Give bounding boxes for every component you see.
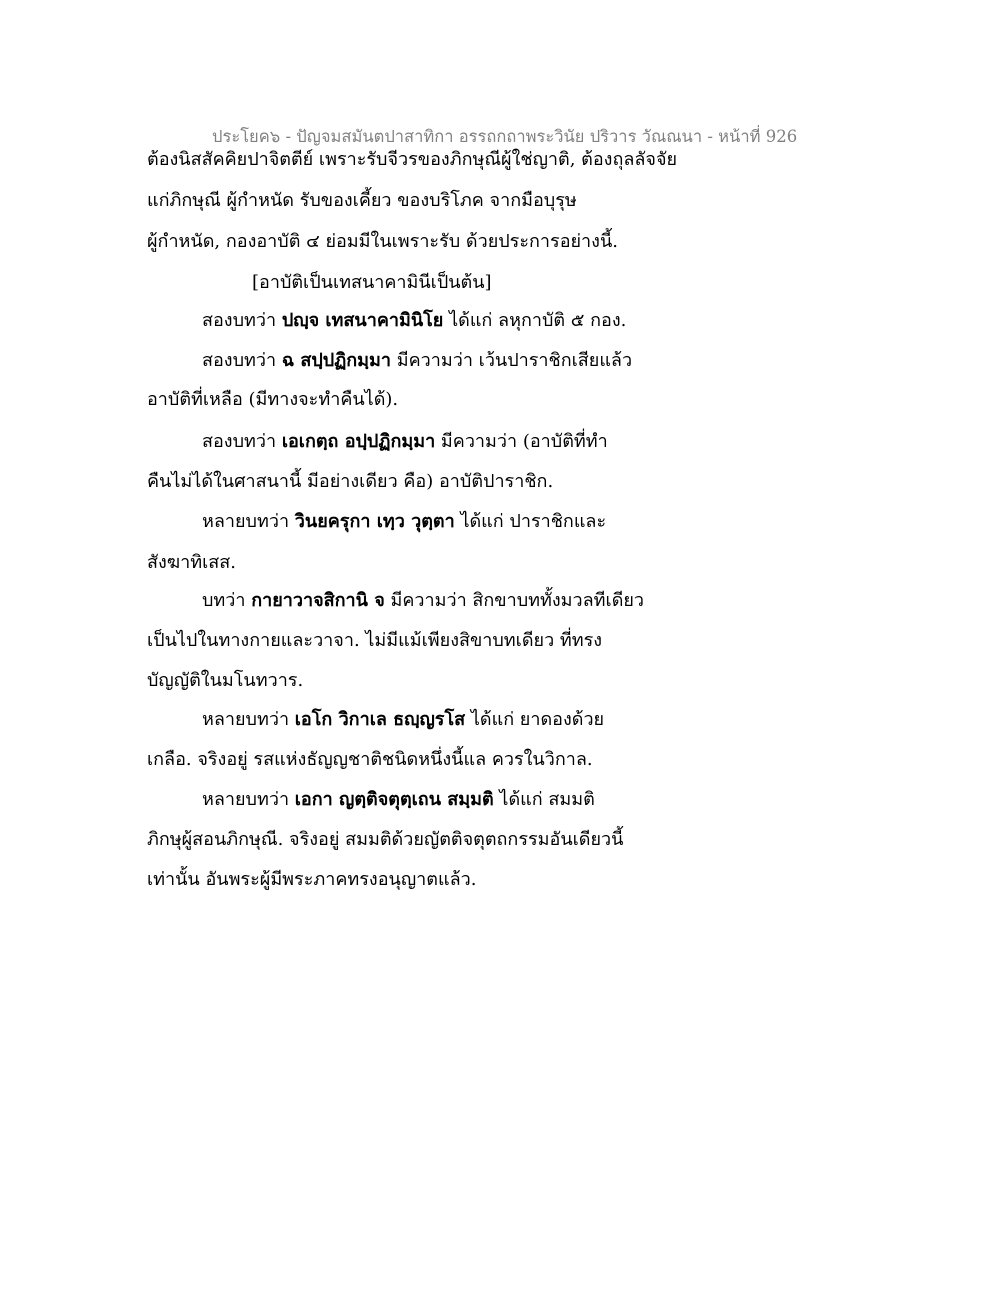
text-fragment: คืนไม่ได้ในศาสนานี้ มีอย่างเดียว คือ) อาบัติปาราชิก. [147, 471, 554, 492]
bold-term: เอเกตฺถ อปฺปฏิกมฺมา [281, 431, 436, 452]
bold-term: ฉ สปฺปฏิกมฺมา [281, 350, 392, 371]
text-line [147, 828, 623, 852]
text-line [147, 189, 577, 213]
text-fragment: อาบัติที่เหลือ (มีทางจะทำคืนได้). [147, 389, 399, 410]
text-fragment: สังฆาทิเสส. [147, 552, 236, 573]
text-fragment: หลายบทว่า [202, 511, 295, 532]
text-fragment: ได้แก่ ยาดองด้วย [465, 709, 605, 730]
page-header: ประโยค๖ - ปัญจมสมันตปาสาทิกา อรรถกถาพระวินัย ปริวาร วัณณนา - หน้าที่ 926 [212, 127, 798, 146]
text-line [202, 708, 604, 732]
text-fragment: มีความว่า สิกขาบททั้งมวลทีเดียว [384, 590, 645, 611]
text-fragment: ได้แก่ ปาราชิกและ [454, 511, 607, 532]
text-fragment: สองบทว่า [202, 431, 282, 452]
text-line [202, 589, 644, 613]
text-line [147, 148, 677, 172]
text-fragment: ผู้กำหนัด, กองอาบัติ ๔ ย่อมมีในเพราะรับ ด้วยประการอย่างนี้. [147, 231, 618, 252]
text-fragment: [อาบัติเป็นเทสนาคามินีเป็นต้น] [252, 272, 492, 293]
text-line [147, 748, 593, 772]
text-fragment: ได้แก่ สมมติ [493, 789, 595, 810]
text-line [147, 230, 618, 254]
text-line [147, 669, 303, 693]
text-fragment: แก่ภิกษุณี ผู้กำหนัด รับของเคี้ยว ของบริโภค จากมือบุรุษ [147, 190, 577, 211]
text-line [252, 271, 492, 295]
text-line [202, 430, 608, 454]
text-fragment: เท่านั้น อันพระผู้มีพระภาคทรงอนุญาตแล้ว. [147, 869, 477, 890]
bold-term: เอกา ญตฺติจตุตฺเถน สมฺมติ [294, 789, 494, 810]
text-line [147, 470, 553, 494]
text-fragment: ได้แก่ ลหุกาบัติ ๕ กอง. [443, 310, 627, 331]
text-line [147, 551, 236, 575]
bold-term: เอโก วิกาเล ธญฺญรโส [294, 709, 466, 730]
text-line [202, 349, 632, 373]
text-fragment: มีความว่า เว้นปาราชิกเสียแล้ว [391, 350, 633, 371]
text-fragment: สองบทว่า [202, 310, 282, 331]
text-fragment: หลายบทว่า [202, 709, 295, 730]
text-fragment: ภิกษุผู้สอนภิกษุณี. จริงอยู่ สมมติด้วยญัตติจตุตถกรรมอันเดียวนี้ [147, 829, 624, 850]
text-line [147, 629, 602, 653]
text-fragment: บัญญัติในมโนทวาร. [147, 670, 304, 691]
text-fragment: เกลือ. จริงอยู่ รสแห่งธัญญชาติชนิดหนึ่งนี้แล ควรในวิกาล. [147, 749, 593, 770]
text-fragment: มีความว่า (อาบัติที่ทำ [435, 431, 608, 452]
text-line [202, 788, 595, 812]
text-line [147, 868, 476, 892]
text-fragment: บทว่า [202, 590, 252, 611]
text-line [202, 309, 626, 333]
text-fragment: ต้องนิสสัคคิยปาจิตตีย์ เพราะรับจีวรของภิกษุณีผู้ใช่ญาติ, ต้องถุลลัจจัย [147, 149, 678, 170]
text-fragment: หลายบทว่า [202, 789, 295, 810]
bold-term: ปญฺจ เทสนาคามินิโย [281, 310, 444, 331]
text-fragment: เป็นไปในทางกายและวาจา. ไม่มีแม้เพียงสิขาบทเดียว ที่ทรง [147, 630, 603, 651]
text-line [202, 510, 606, 534]
bold-term: วินยครุกา เทฺว วุตฺตา [294, 511, 455, 532]
bold-term: กายาวาจสิกานิ จ [251, 590, 385, 611]
text-line [147, 388, 398, 412]
text-fragment: สองบทว่า [202, 350, 282, 371]
